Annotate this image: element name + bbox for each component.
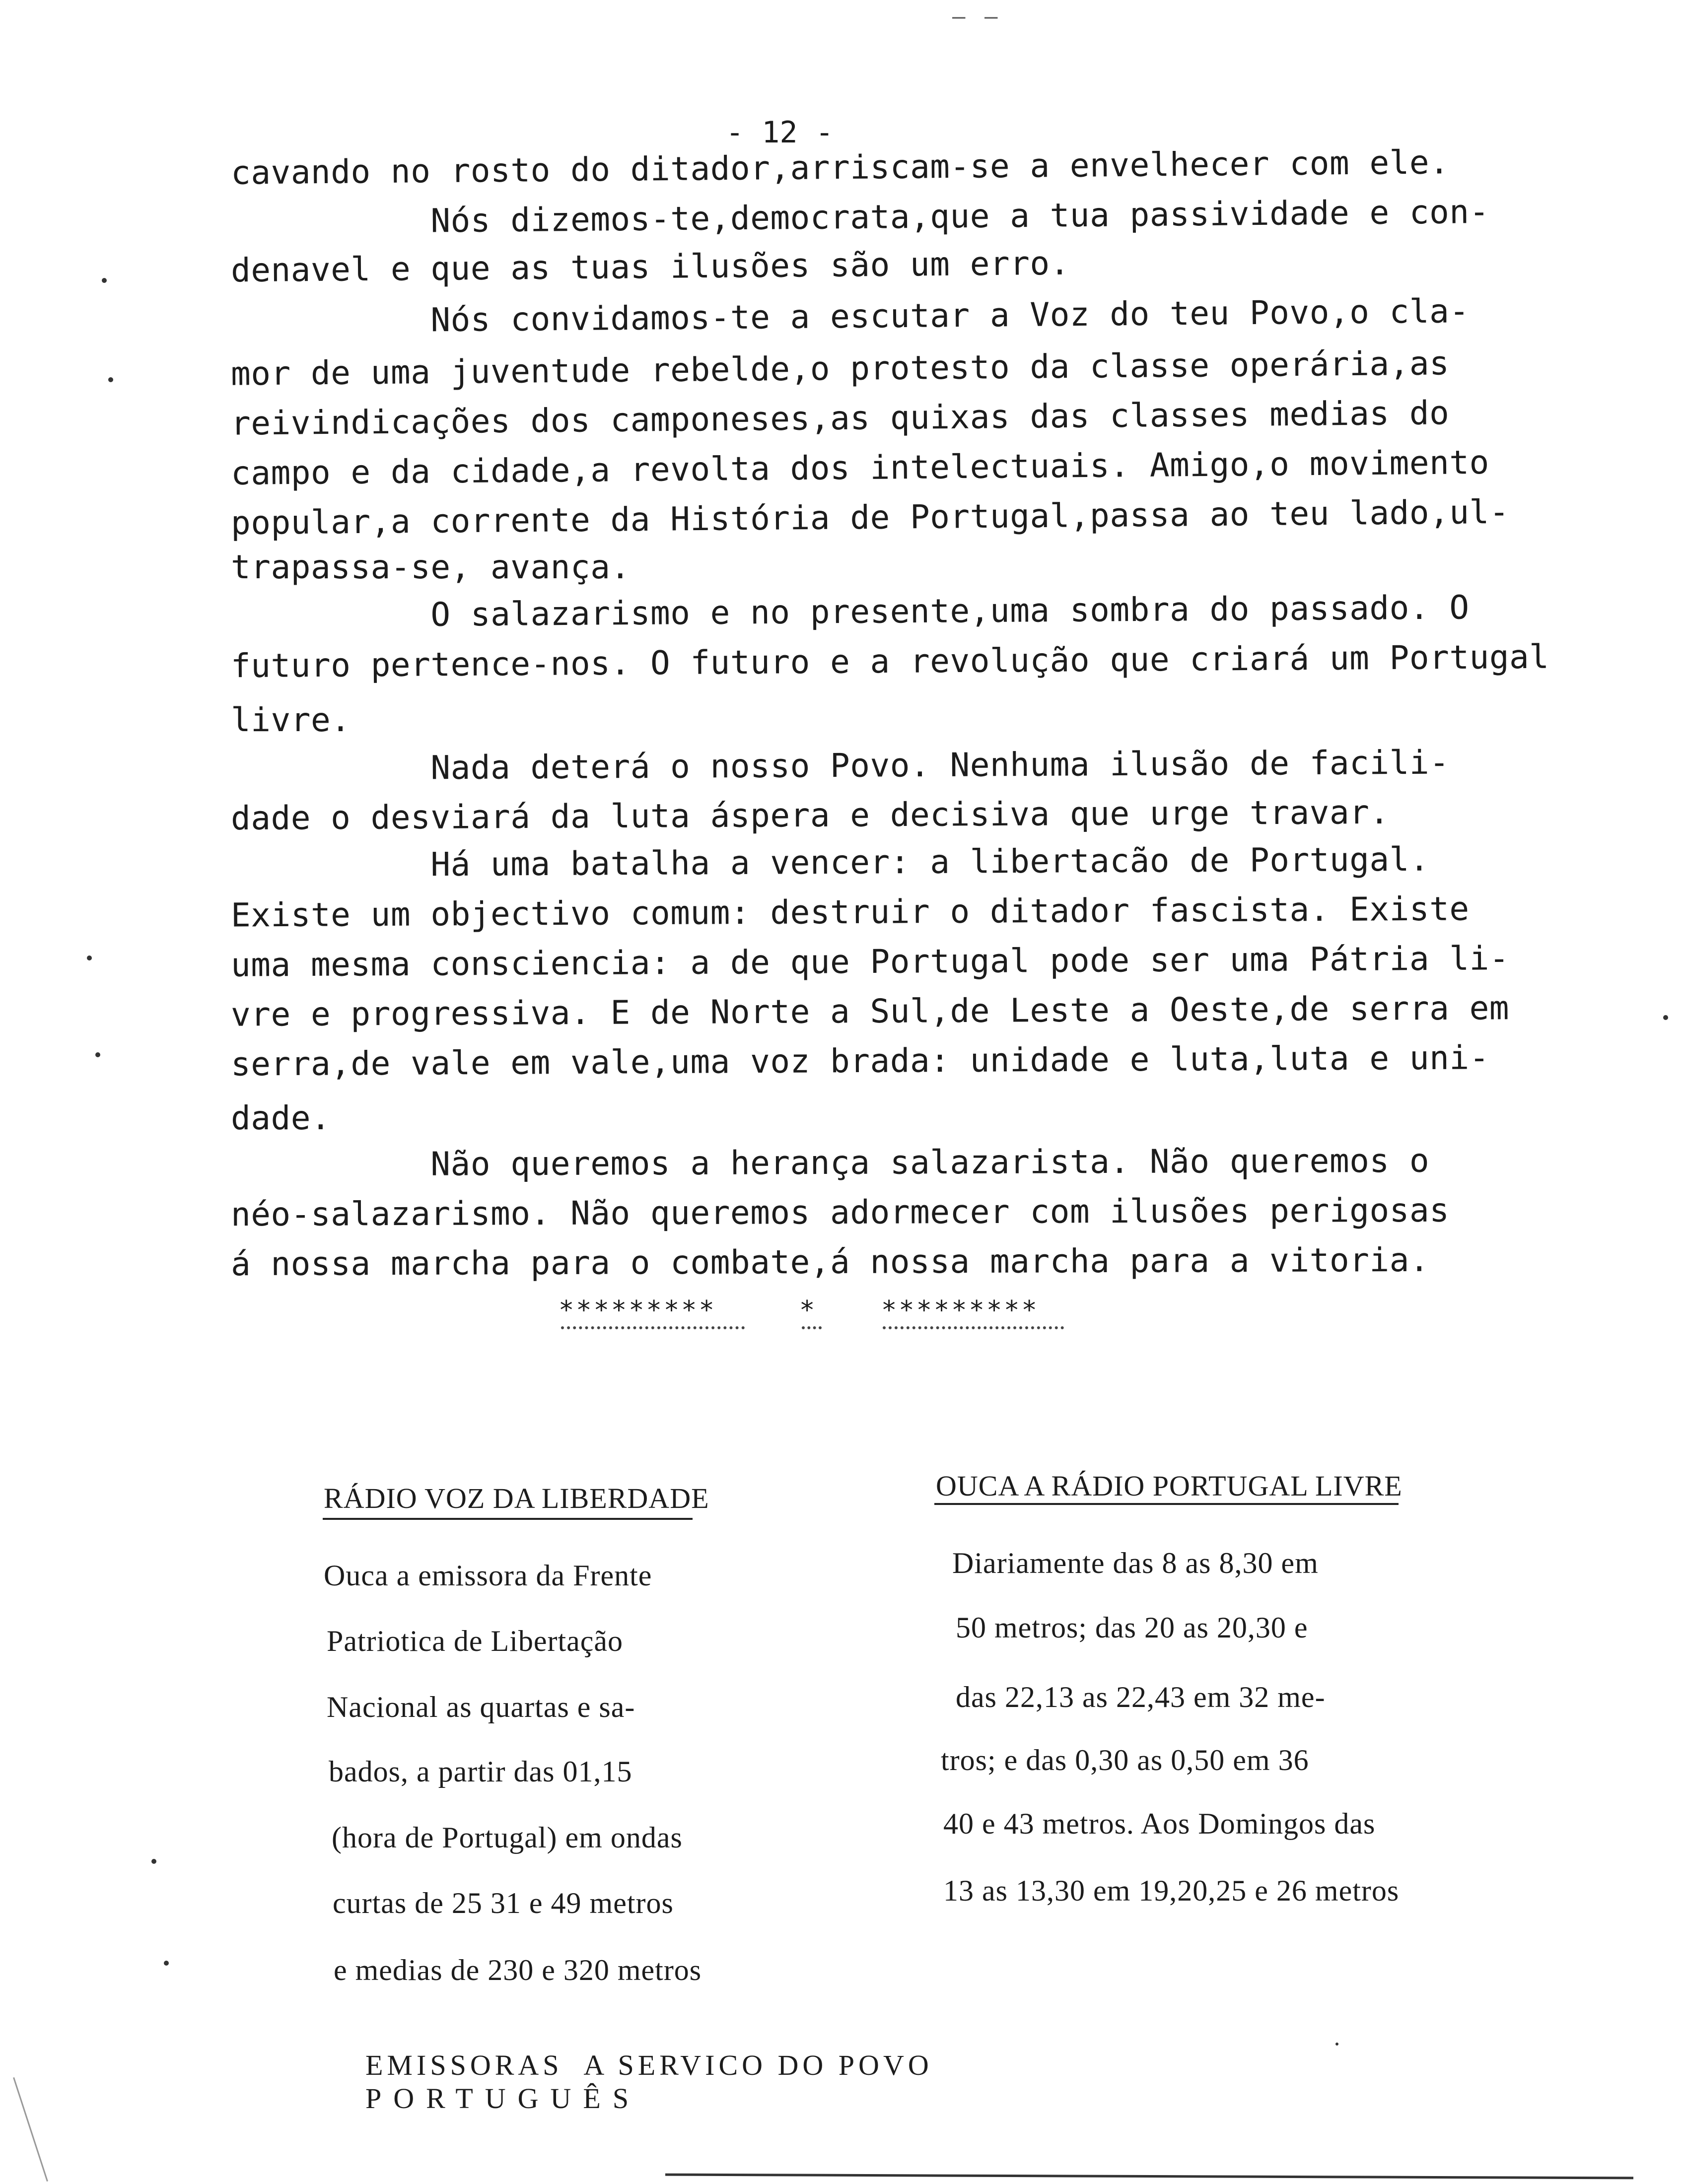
top-marks: — — [952, 4, 1001, 29]
scan-speck [1663, 1015, 1668, 1020]
right-column-line: 13 as 13,30 em 19,20,25 e 26 metros [943, 1874, 1400, 1907]
scan-speck [108, 377, 113, 382]
body-line: trapassa-se, avança. [231, 548, 631, 586]
separator-star-middle: * [799, 1296, 817, 1325]
body-line: dade. [231, 1099, 331, 1137]
body-line: á nossa marcha para o combate,á nossa marcha para a vitoria. [230, 1240, 1430, 1284]
body-line: néo-salazarismo. Não queremos adormecer com ilusões perigosas [230, 1191, 1450, 1234]
body-line: reivindicações dos camponeses,as quixas das classes medias do [230, 394, 1450, 443]
right-column-heading: OUCA A RÁDIO PORTUGAL LIVRE [936, 1470, 1403, 1502]
body-line: cavando no rosto do ditador,arriscam-se a envelhecer com ele. [230, 143, 1450, 192]
scan-speck [87, 956, 92, 960]
body-line: futuro pertence-nos. O futuro e a revolução que criará um Portugal [230, 637, 1549, 685]
body-line: Há uma batalha a vencer: a libertacão de Portugal. [230, 840, 1430, 885]
left-column-line: bados, a partir das 01,15 [329, 1755, 632, 1788]
body-line: vre e progressiva. E de Norte a Sul,de Leste a Oeste,de serra em [230, 989, 1510, 1034]
body-line: serra,de vale em vale,uma voz brada: unidade e luta,luta e uni- [230, 1038, 1490, 1084]
page-number: - 12 - [726, 115, 834, 150]
separator-stars-left: ********* [559, 1296, 716, 1325]
scan-speck [151, 1859, 156, 1864]
left-column-line: curtas de 25 31 e 49 metros [333, 1887, 674, 1919]
right-heading-underline [934, 1503, 1399, 1505]
body-line: Não queremos a herança salazarista. Não queremos o [230, 1141, 1430, 1184]
body-line: denavel e que as tuas ilusões são um erro. [230, 244, 1070, 290]
left-heading-underline [323, 1518, 693, 1520]
body-line: mor de uma juventude rebelde,o protesto da classe operária,as [230, 344, 1450, 393]
separator-underline [883, 1326, 1064, 1329]
scan-speck [164, 1961, 169, 1966]
body-line: popular,a corrente da História de Portugal,passa ao teu lado,ul- [230, 492, 1510, 543]
scan-speck [95, 1052, 100, 1057]
body-line: Nós dizemos-te,democrata,que a tua passividade e con- [230, 192, 1490, 242]
scan-speck [102, 278, 107, 283]
left-column-line: Nacional as quartas e sa- [327, 1691, 635, 1723]
body-line: dade o desviará da luta áspera e decisiva que urge travar. [230, 793, 1390, 838]
separator-stars-right: ********* [881, 1296, 1039, 1325]
left-column-line: e medias de 230 e 320 metros [334, 1954, 702, 1986]
body-line: uma mesma consciencia: a de que Portugal pode ser uma Pátria li- [230, 939, 1510, 984]
left-column-line: Patriotica de Libertação [327, 1625, 624, 1657]
right-column-line: tros; e das 0,30 as 0,50 em 36 [941, 1744, 1309, 1776]
right-column-line: 50 metros; das 20 as 20,30 e [956, 1611, 1308, 1644]
body-line: Nada deterá o nosso Povo. Nenhuma ilusão de facili- [230, 743, 1450, 788]
left-column-heading: RÁDIO VOZ DA LIBERDADE [324, 1482, 709, 1514]
left-column-line: (hora de Portugal) em ondas [332, 1821, 683, 1854]
footer-text: EMISSORAS A SERVICO DO POVO [365, 2049, 933, 2081]
separator-underline [561, 1326, 745, 1329]
left-column-line: Ouca a emissora da Frente [324, 1559, 652, 1592]
body-line: Nós convidamos-te a escutar a Voz do teu Povo,o cla- [230, 292, 1470, 341]
footer-line [337, 2015, 933, 2148]
right-column-line: 40 e 43 metros. Aos Domingos das [943, 1807, 1376, 1840]
body-line: livre. [231, 701, 351, 739]
scan-edge-mark [13, 2077, 48, 2182]
body-line: O salazarismo e no presente,uma sombra do passado. O [230, 588, 1470, 635]
right-column-line: Diariamente das 8 as 8,30 em [952, 1547, 1319, 1579]
scan-speck [1335, 2043, 1338, 2046]
right-column-line: das 22,13 as 22,43 em 32 me- [956, 1681, 1326, 1713]
body-line: campo e da cidade,a revolta dos intelectuais. Amigo,o movimento [230, 443, 1490, 493]
footer-text-spaced: PORTUGUÊS [365, 2082, 641, 2115]
separator-underline [802, 1326, 822, 1329]
bottom-scan-line [665, 2174, 1633, 2180]
body-line: Existe um objectivo comum: destruir o ditador fascista. Existe [230, 889, 1470, 935]
